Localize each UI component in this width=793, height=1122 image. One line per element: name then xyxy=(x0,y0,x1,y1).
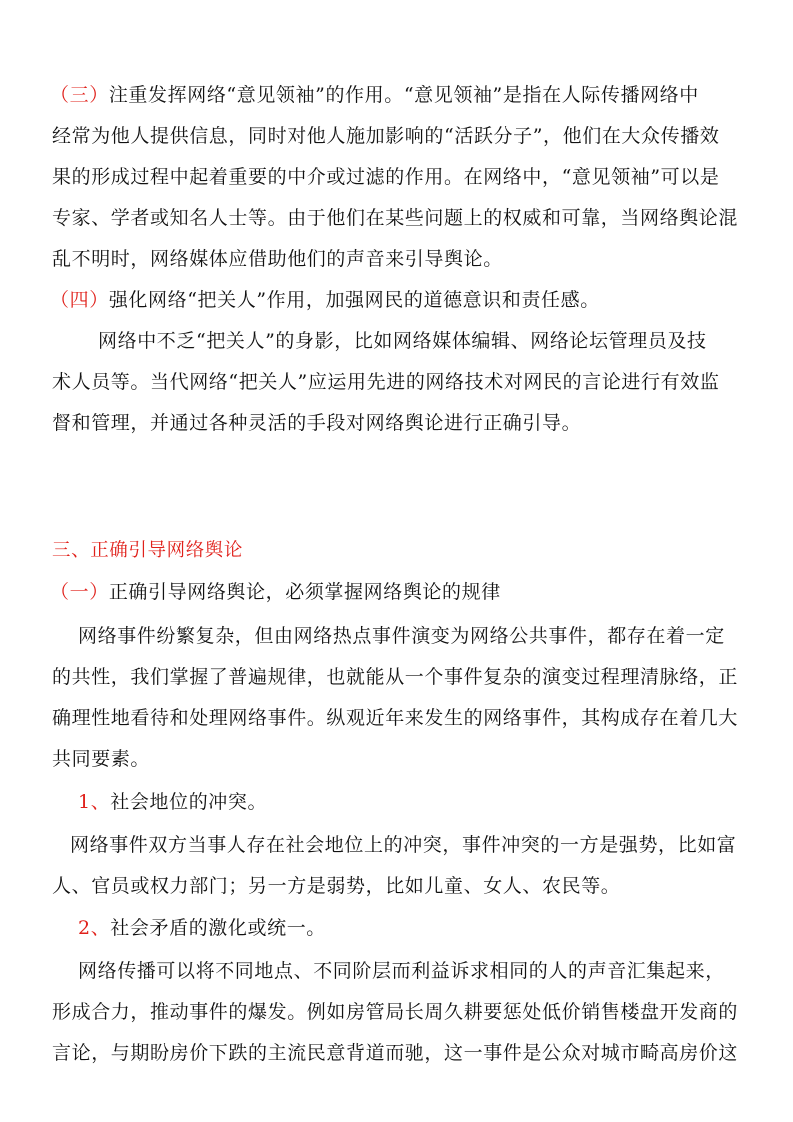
section-3-paragraph-2-line-2: 人、官员或权力部门；另一方是弱势，比如儿童、女人、农民等。 xyxy=(52,875,621,897)
item-1-heading xyxy=(78,789,793,815)
paragraph-3-marker: （三） xyxy=(50,84,109,106)
paragraph-3-line-5: 乱不明时，网络媒体应借助他们的声音来引导舆论。 xyxy=(52,248,503,270)
paragraph-3-text: 注重发挥网络“意见领袖”的作用。“意见领袖”是指在人际传播网络中 xyxy=(108,84,699,106)
section-3-paragraph-1-line-2: 的共性，我们掌握了普遍规律，也就能从一个事件复杂的演变过程理清脉络，正 xyxy=(52,666,739,688)
section-3-heading: 三、正确引导网络舆论 xyxy=(52,540,244,561)
paragraph-5-line-3: 督和管理，并通过各种灵活的手段对网络舆论进行正确引导。 xyxy=(52,412,582,434)
paragraph-3-line-2: 经常为他人提供信息，同时对他人施加影响的“活跃分子”，他们在大众传播效 xyxy=(52,125,720,147)
section-3-paragraph-1-line-1: 网络事件纷繁复杂，但由网络热点事件演变为网络公共事件，都存在着一定 xyxy=(78,625,725,647)
paragraph-4-text: 强化网络“把关人”作用，加强网民的道德意识和责任感。 xyxy=(108,289,600,311)
item-1-text: 社会地位的冲突。 xyxy=(110,791,268,813)
section-3-paragraph-3-line-2: 形成合力，推动事件的爆发。例如房管局长周久耕要惩处低价销售楼盘开发商的 xyxy=(52,1001,739,1023)
subsection-1-marker: （一） xyxy=(50,581,109,603)
section-3-paragraph-1-line-4: 共同要素。 xyxy=(52,748,151,770)
paragraph-3-line-4: 专家、学者或知名人士等。由于他们在某些问题上的权威和可靠，当网络舆论混 xyxy=(52,207,739,229)
paragraph-4-marker: （四） xyxy=(50,289,109,311)
paragraph-5-line-1: 网络中不乏“把关人”的身影，比如网络媒体编辑、网络论坛管理员及技 xyxy=(98,330,707,352)
section-3-paragraph-3-line-1: 网络传播可以将不同地点、不同阶层而利益诉求相同的人的声音汇集起来， xyxy=(78,960,725,982)
item-2-heading xyxy=(78,915,793,941)
paragraph-4-line-1 xyxy=(50,287,793,313)
subsection-1-heading xyxy=(50,579,793,605)
item-1-marker: 1、 xyxy=(78,791,111,813)
section-3-paragraph-1-line-3: 确理性地看待和处理网络事件。纵观近年来发生的网络事件，其构成存在着几大 xyxy=(52,707,739,729)
subsection-1-text: 正确引导网络舆论，必须掌握网络舆论的规律 xyxy=(108,581,501,603)
item-2-text: 社会矛盾的激化或统一。 xyxy=(110,917,326,939)
paragraph-3-line-1 xyxy=(50,82,793,108)
paragraph-5-line-2: 术人员等。当代网络“把关人”应运用先进的网络技术对网民的言论进行有效监 xyxy=(52,371,720,393)
item-2-marker: 2、 xyxy=(78,917,111,939)
section-3-paragraph-2-line-1: 网络事件双方当事人存在社会地位上的冲突，事件冲突的一方是强势，比如富 xyxy=(70,834,737,856)
section-3-paragraph-3-line-3: 言论，与期盼房价下跌的主流民意背道而驰，这一事件是公众对城市畸高房价这 xyxy=(52,1042,739,1064)
paragraph-3-line-3: 果的形成过程中起着重要的中介或过滤的作用。在网络中，“意见领袖”可以是 xyxy=(52,166,720,188)
